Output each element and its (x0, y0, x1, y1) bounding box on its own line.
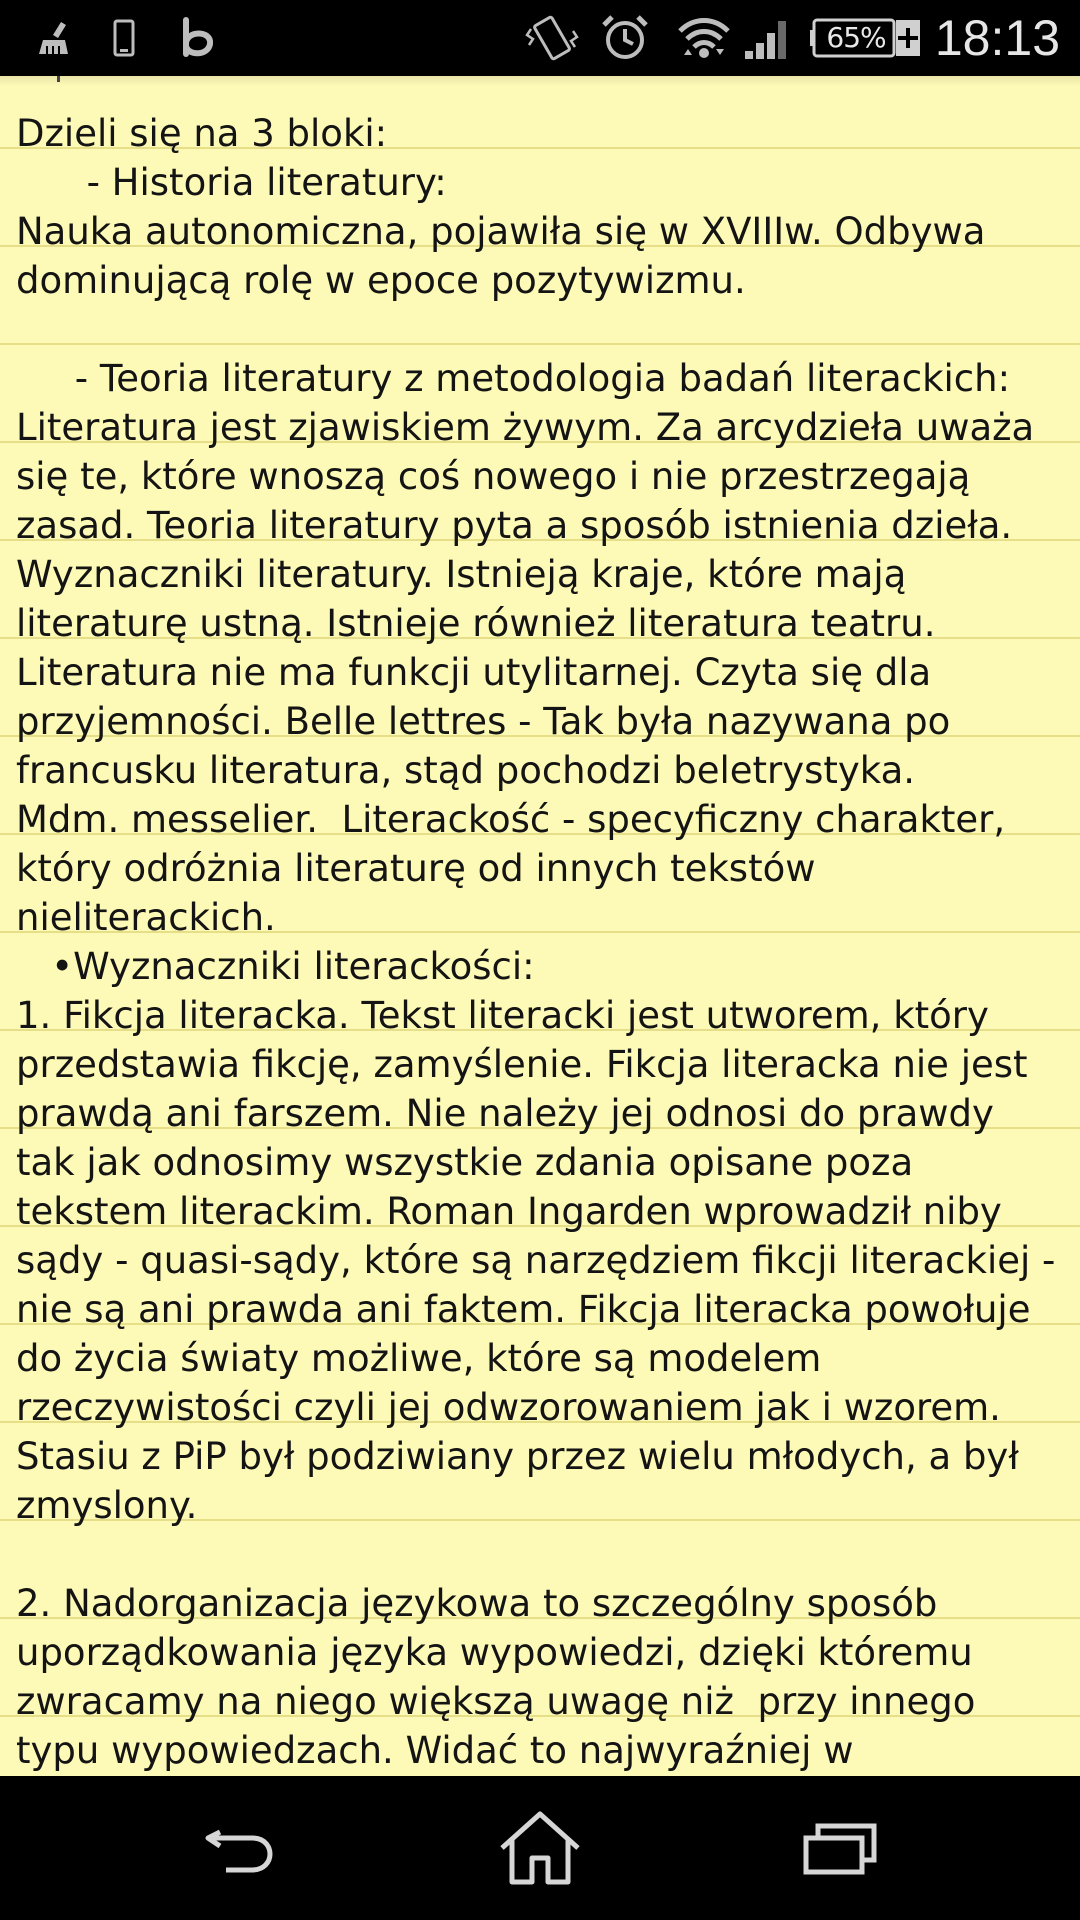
note-line: do życia światy możliwe, które są modelem (16, 1337, 822, 1380)
note-line: Mdm. messelier. Literackość - specyficzny charakter, (16, 798, 1006, 841)
alarm-icon (598, 12, 652, 64)
recent-apps-icon (800, 1818, 880, 1878)
note-line: dominującą rolę w epoce pozytywizmu. (16, 259, 746, 302)
note-line: Wyznaczniki literatury. Istnieją kraje, które mają (16, 553, 907, 596)
note-line: zmyslony. (16, 1484, 198, 1527)
bing-icon (176, 12, 220, 64)
note-line: Literatura jest zjawiskiem żywym. Za arcydzieła uważa (16, 406, 1035, 449)
note-line: nie są ani prawda ani faktem. Fikcja literacka powołuje (16, 1288, 1031, 1331)
note-line: Nauka autonomiczna, pojawiła się w XVIIIw. Odbywa (16, 210, 986, 253)
note-line: 2. Nadorganizacja językowa to szczególny sposób (16, 1582, 938, 1625)
status-bar (0, 0, 1080, 76)
note-line: się te, które wnoszą coś nowego i nie przestrzegają (16, 455, 971, 498)
note-line: typu wypowiedzach. Widać to najwyraźniej w (16, 1729, 854, 1772)
note-line: sądy - quasi-sądy, które są narzędziem fikcji literackiej - (16, 1239, 1056, 1282)
note-line: rzeczywistości czyli jej odwzorowaniem jak i wzorem. (16, 1386, 1001, 1429)
note-line: który odróżnia literaturę od innych tekstów (16, 847, 816, 890)
note-line: literaturę ustną. Istnieje również literatura teatru. (16, 602, 936, 645)
phone-icon (104, 12, 144, 64)
battery-icon (810, 12, 922, 64)
note-line: przedstawia fikcję, zamyślenie. Fikcja literacka nie jest (16, 1043, 1028, 1086)
note-line: prawdą ani farszem. Nie należy jej odnosi do prawdy (16, 1092, 994, 1135)
note-line: nieliterackich. (16, 896, 276, 939)
text-cursor (57, 76, 60, 82)
note-text[interactable] (16, 109, 1076, 1775)
note-line: - Historia literatury: (16, 161, 447, 204)
note-line: Literatura nie ma funkcji utylitarnej. Czyta się dla (16, 651, 932, 694)
note-line: uporządkowania języka wypowiedzi, dzięki któremu (16, 1631, 973, 1674)
note-line: •Wyznaczniki literackości: (16, 945, 535, 988)
note-line: francusku literatura, stąd pochodzi beletrystyka. (16, 749, 916, 792)
battery-percent: 65% (826, 21, 886, 54)
note-line: tekstem literackim. Roman Ingarden wprowadził niby (16, 1190, 1002, 1233)
note-line: Stasiu z PiP był podziwiany przez wielu młodych, a był (16, 1435, 1019, 1478)
note-editor[interactable] (0, 76, 1080, 1776)
note-line (16, 1530, 1076, 1579)
signal-icon (742, 12, 792, 64)
note-line: zasad. Teoria literatury pyta a sposób istnienia dzieła. (16, 504, 1013, 547)
note-line (16, 305, 1076, 354)
back-button[interactable] (170, 1798, 310, 1898)
back-icon (200, 1818, 280, 1878)
home-button[interactable] (470, 1798, 610, 1898)
clock: 18:13 (934, 10, 1060, 66)
navigation-bar (0, 1776, 1080, 1920)
note-line: - Teoria literatury z metodologia badań literackich: (16, 357, 1011, 400)
home-icon (498, 1810, 582, 1886)
wifi-icon (676, 12, 732, 64)
recent-apps-button[interactable] (770, 1798, 910, 1898)
note-line: przyjemności. Belle lettres - Tak była nazywana po (16, 700, 951, 743)
vibrate-icon (522, 12, 582, 64)
note-line: zwracamy na niego większą uwagę niż przy innego (16, 1680, 976, 1723)
cleaner-icon (30, 12, 80, 64)
note-line: Dzieli się na 3 bloki: (16, 112, 388, 155)
note-line: tak jak odnosimy wszystkie zdania opisane poza (16, 1141, 914, 1184)
note-line: 1. Fikcja literacka. Tekst literacki jest utworem, który (16, 994, 989, 1037)
